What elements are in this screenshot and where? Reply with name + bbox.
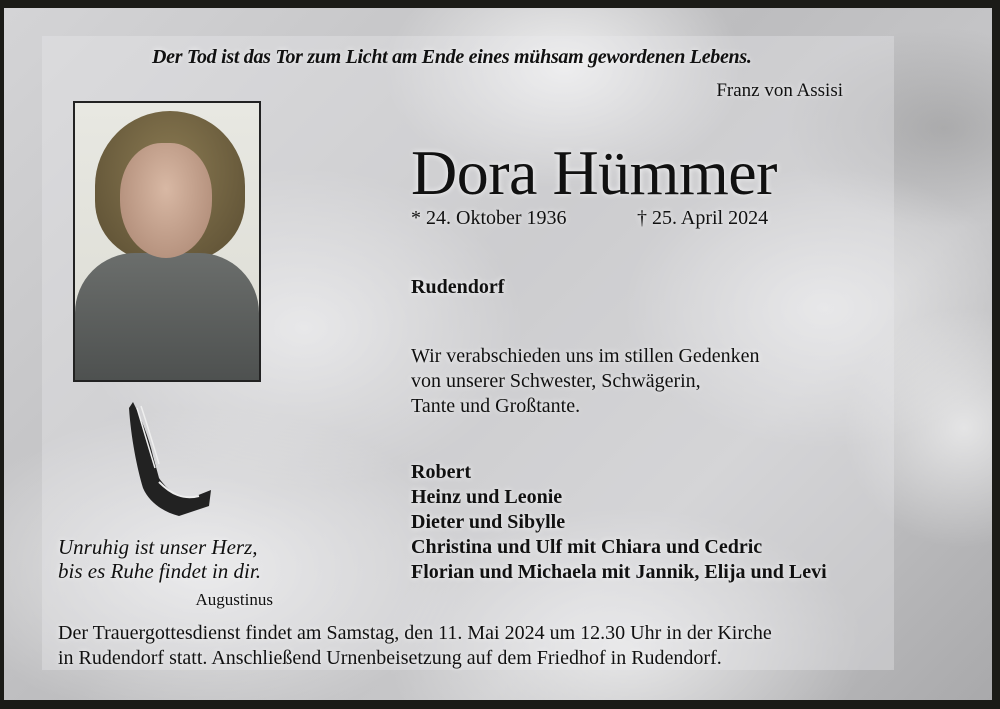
service-line: Der Trauergottesdienst findet am Samstag, den 11. Mai 2024 um 12.30 Uhr in der Kirche (58, 622, 772, 644)
praying-hands-icon (119, 398, 214, 518)
mourner: Heinz und Leonie (411, 486, 563, 508)
service-line: in Rudendorf statt. Anschließend Urnenbeisetzung auf dem Friedhof in Rudendorf. (58, 647, 722, 669)
message-line: Wir verabschieden uns im stillen Gedenken (411, 345, 760, 367)
side-quote-author: Augustinus (195, 590, 273, 609)
mourners-list (411, 460, 827, 585)
deceased-name: Dora Hümmer (411, 137, 777, 208)
motto-quote: Der Tod ist das Tor zum Licht am Ende eines mühsam gewordenen Lebens. (152, 46, 752, 68)
obituary-card (4, 8, 992, 700)
motto-author: Franz von Assisi (716, 80, 843, 101)
residence: Rudendorf (411, 276, 505, 298)
message-line: Tante und Großtante. (411, 395, 581, 417)
portrait-photo (73, 101, 261, 382)
mourner: Dieter und Sibylle (411, 511, 566, 533)
message-line: von unserer Schwester, Schwägerin, (411, 370, 701, 392)
side-quote-line: bis es Ruhe findet in dir. (58, 559, 261, 583)
mourner: Florian und Michaela mit Jannik, Elija und Levi (411, 561, 827, 583)
service-info (58, 621, 772, 671)
farewell-message (411, 344, 760, 419)
mourner: Robert (411, 461, 471, 483)
mourner: Christina und Ulf mit Chiara und Cedric (411, 536, 763, 558)
death-date: † 25. April 2024 (637, 207, 769, 229)
side-quote (58, 535, 261, 583)
birth-date: * 24. Oktober 1936 (411, 207, 567, 229)
side-quote-line: Unruhig ist unser Herz, (58, 535, 258, 559)
